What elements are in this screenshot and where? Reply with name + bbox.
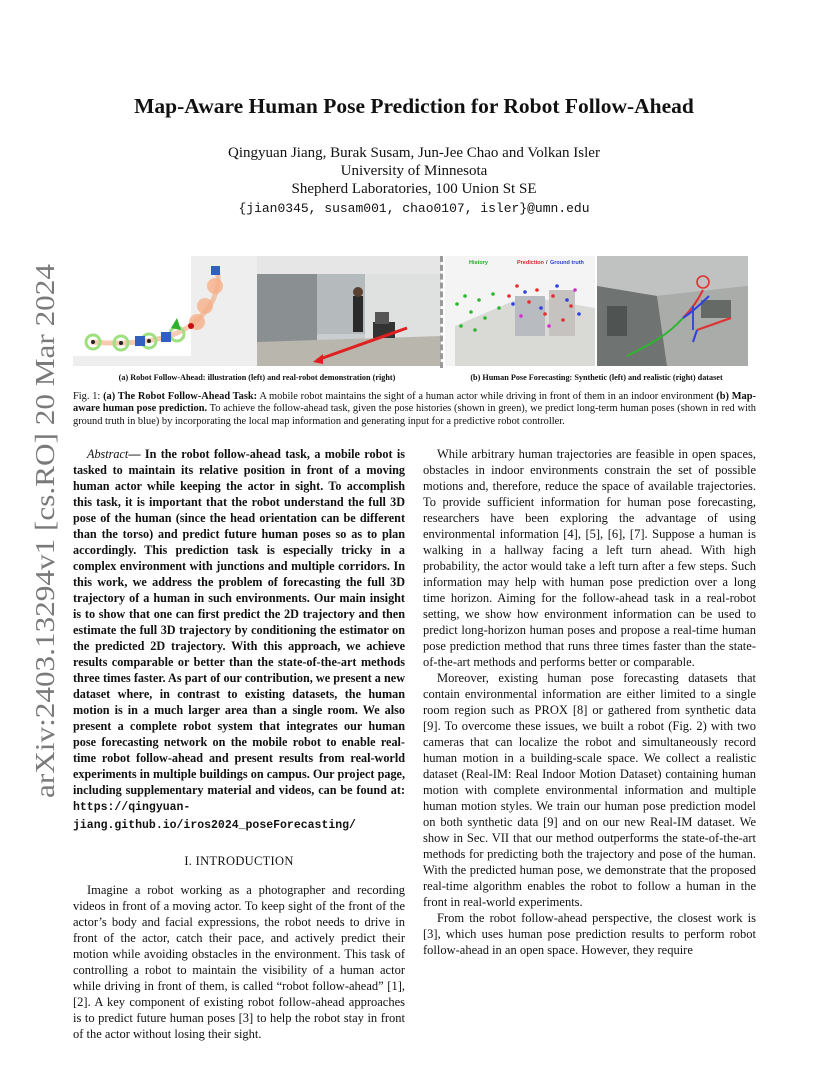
caption-label: Fig. 1:	[73, 391, 101, 402]
intro-paragraph: Imagine a robot working as a photographer and recording videos in front of a moving actor. To keep sight of the front of the actor’s body and facial expressions, the robot needs to drive in front of the actor, catch their pace, and actively predict their motion while avoiding obstacles in the environment. This task of controlling a robot to maintain the visibility of a human actor while driving in front of them, is called “robot follow-ahead” [1], [2]. A key component of existing robot follow-ahead approaches is to predict future human poses [3] to help the robot stay in front of the actor without losing their sight.	[73, 883, 405, 1041]
arxiv-id-text: arXiv:2403.13294v1 [cs.RO] 20 Mar 2024	[30, 336, 60, 798]
real-robot-demonstration	[257, 256, 441, 366]
figure-caption	[73, 391, 756, 428]
caption-b-text: To achieve the follow-ahead task, given the pose histories (shown in green), we predict long-term human poses (shown in red with ground truth in blue) by incorporating the local map information and generating input for a predictive robot controller.	[73, 403, 756, 427]
abstract-dash: —	[128, 447, 141, 461]
synthetic-dataset-view	[445, 256, 595, 366]
legend-separator: /	[546, 260, 548, 266]
body-paragraph: While arbitrary human trajectories are feasible in open spaces, obstacles in indoor environments constrain the set of possible motions and, therefore, reduce the space of available trajectories. To provide sufficient information for human pose forecasting, researchers have been exploring the advantage of using environmental information [4], [5], [6], [7]. Suppose a human is walking in a hallway facing a left turn ahead. With high probability, the actor would take a left turn after a few steps. Such information may help with human pose prediction over a long time horizon. Aiming for the follow-ahead task in a real-robot setting, we show how environment information can be used to predict long-horizon human poses and propose a real-time human pose prediction method that runs three times faster than the state-of-the-art methods and performs better or comparable.	[423, 447, 756, 669]
legend-prediction: Prediction	[517, 260, 544, 266]
follow-ahead-illustration	[73, 256, 257, 366]
subcaption-a: (a) Robot Follow-Ahead: illustration (left) and real-robot demonstration (right)	[118, 373, 396, 382]
abstract	[73, 446, 405, 834]
arxiv-identifier	[20, 262, 66, 802]
address: Shepherd Laboratories, 100 Union St SE	[291, 181, 537, 197]
body-paragraph: From the robot follow-ahead perspective, the closest work is [3], which uses human pose prediction results to perform robot follow-ahead in an open space. However, they require	[423, 911, 756, 957]
figure-divider	[440, 256, 443, 368]
caption-a-text: A mobile robot maintains the sight of a human actor while driving in front of them in an indoor environment	[257, 391, 714, 402]
subcaption-b: (b) Human Pose Forecasting: Synthetic (left) and realistic (right) dataset	[470, 373, 723, 382]
section-heading-introduction: I. INTRODUCTION	[184, 854, 294, 868]
abstract-text: In the robot follow-ahead task, a mobile robot is tasked to maintain its relative position in front of a moving human actor while keeping the actor in sight. To accomplish this task, it is important that the robot understand the full 3D pose of the human (since the head orientation can be different than the torso) and predict future human poses so as to plan accordingly. This prediction task is especially tricky in a complex environment with junctions and multiple corridors. In this work, we address the problem of forecasting the full 3D trajectory of a human in such environments. Our main insight is to show that one can first predict the 2D trajectory and then estimate the full 3D trajectory by conditioning the estimator on the predicted 2D trajectory. With this approach, we achieve results comparable or better than the state-of-the-art methods three times faster. As part of our contribution, we present a new dataset where, in contrast to existing datasets, the human motion is in a much larger area than a single room. We also present a complete robot system that integrates our human pose forecasting network on the mobile robot to enable real-time robot follow-ahead and present results from real-world experiments in multiple buildings on campus. Our project page, including supplementary material and videos, can be found at:	[73, 447, 405, 797]
caption-b-head: (b) Map-aware human pose prediction.	[73, 391, 756, 415]
left-column	[73, 446, 405, 1042]
affiliation: University of Minnesota	[340, 163, 488, 179]
figure-panel-a	[73, 256, 441, 366]
right-column	[423, 446, 756, 958]
abstract-lead: Abstract	[87, 447, 129, 461]
legend-history: History	[469, 260, 488, 266]
author-list: Qingyuan Jiang, Burak Susam, Jun-Jee Chao and Volkan Isler	[228, 145, 600, 161]
caption-a-head: (a) The Robot Follow-Ahead Task:	[103, 391, 258, 402]
legend-ground-truth: Ground truth	[550, 260, 584, 266]
realistic-dataset-view	[597, 256, 748, 366]
paper-title: Map-Aware Human Pose Prediction for Robot Follow-Ahead	[134, 94, 694, 118]
project-url-link[interactable]: https://qingyuan-jiang.github.io/iros2024_poseForecasting/	[73, 801, 356, 832]
body-paragraph: Moreover, existing human pose forecasting datasets that contain environmental information are either limited to a single room region such as PROX [8] or gathered from synthetic data [9]. To overcome these issues, we built a robot (Fig. 2) with two cameras that can localize the robot and simultaneously record human motion in a building-scale space. We collect a realistic dataset (Real-IM: Real Indoor Motion Dataset) containing human motion with complete environmental information and multiple human motion styles. We train our human pose prediction model on both synthetic data [9] and on our new Real-IM dataset. We show in Sec. VII that our method outperforms the state-of-the-art methods for predicting both the trajectory and pose of the human. With the predicted human pose, we demonstrate that the proposed real-time algorithm enables the robot to follow a human in the front in real-world experiments.	[423, 671, 756, 909]
figure-panel-b	[445, 256, 748, 366]
email: {jian0345, susam001, chao0107, isler}@umn.edu	[238, 201, 590, 216]
